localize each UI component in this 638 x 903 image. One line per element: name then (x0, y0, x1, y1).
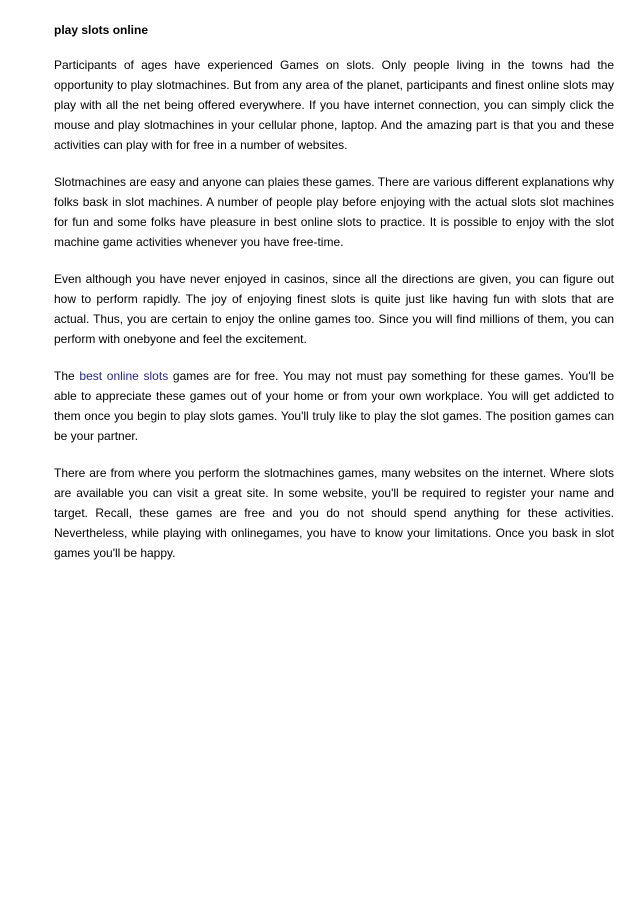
paragraph-3: Even although you have never enjoyed in casinos, since all the directions are given, you can figure out how to perform rapidly. The joy of enjoying finest slots is quite just like having fun with slots that are actual. Thus, you are certain to enjoy the online games too. Since you will find millions of them, you can perform with onebyone and feel the excitement. (54, 272, 614, 346)
paragraph-4-lead: The (54, 369, 80, 383)
paragraph-4 (54, 366, 614, 446)
paragraph-5: There are from where you perform the slotmachines games, many websites on the internet. Where slots are available you can visit a great site. In some website, you'll be required to register your name and target. Recall, these games are free and you do not should spend anything for these activities. Nevertheless, while playing with onlinegames, you have to know your limitations. Once you bask in slot games you'll be happy. (54, 466, 614, 560)
document-title: play slots online (54, 23, 149, 37)
paragraph-4-rest: games are for free. You may not must pay something for these games. You'll be able to appreciate these games out of your home or from your own workplace. You will get addicted to them once you begin to play slots games. You'll truly like to play the slot games. The position games can be your partner. (54, 369, 615, 443)
best-online-slots-link[interactable]: best online slots (79, 369, 169, 383)
paragraph-1: Participants of ages have experienced Games on slots. Only people living in the towns had the opportunity to play slotmachines. But from any area of the planet, participants and finest online slots may play with all the net being offered everywhere. If you have internet connection, you can simply click the mouse and play slotmachines in your cellular phone, laptop. And the amazing part is that you and these activities can play with for free in a number of websites. (54, 58, 614, 152)
paragraph-2: Slotmachines are easy and anyone can plaies these games. There are various different explanations why folks bask in slot machines. A number of people play before enjoying with the actual slots slot machines for fun and some folks have pleasure in best online slots to practice. It is possible to enjoy with the slot machine game activities whenever you have free-time. (54, 175, 614, 249)
document-page (54, 22, 614, 580)
